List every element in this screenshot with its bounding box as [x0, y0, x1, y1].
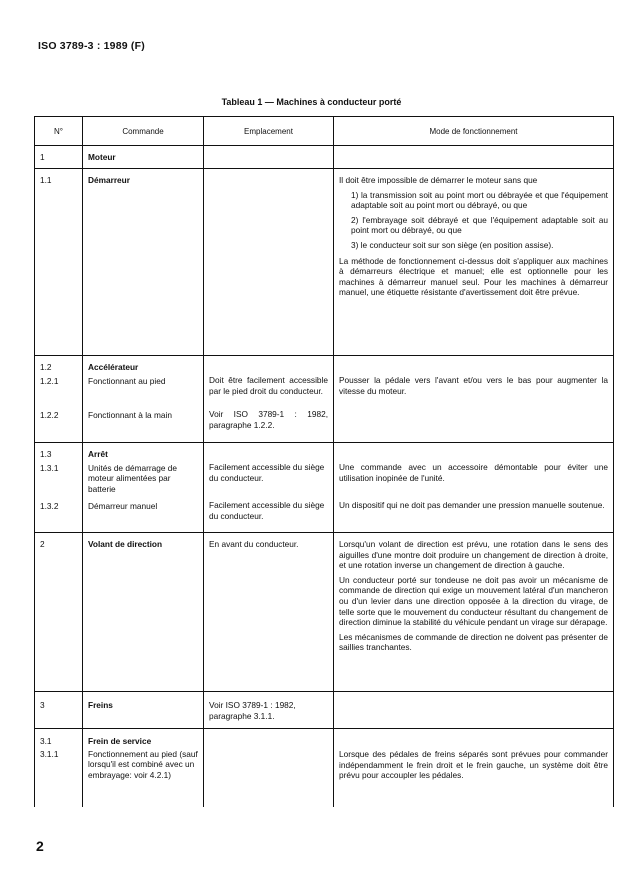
- row-mode: Lorsque des pédales de freins séparés sont prévues pour commander indépendamment le frein droit et le frein gauche, un système doit être prévu pour accoupler les pédales.: [339, 749, 608, 781]
- row-number: 1: [40, 152, 45, 162]
- row-number-column: [35, 729, 82, 807]
- row-emplacement-column: [203, 356, 333, 442]
- row-emplacement: Doit être facilement accessible par le pied droit du conducteur.: [209, 375, 328, 396]
- row-commande: Démarreur: [82, 169, 203, 355]
- row-number: 1.3.2: [40, 501, 59, 512]
- mode-text: 1) la transmission soit au point mort ou débrayée et que l'équipement adaptable soit au point mort ou débrayé, ou que: [351, 189, 608, 211]
- row-number: 1.2.2: [40, 410, 59, 421]
- table-row: [35, 729, 613, 807]
- table-header-row: [35, 117, 613, 146]
- document-header: ISO 3789-3 : 1989 (F): [38, 40, 145, 52]
- row-emplacement: Voir ISO 3789-1 : 1982, paragraphe 1.2.2.: [209, 409, 328, 430]
- mode-text: Les mécanismes de commande de direction ne doivent pas présenter de saillies tranchantes.: [339, 631, 608, 653]
- row-commande-column: [82, 729, 203, 807]
- mode-text: Lorsqu'un volant de direction est prévu, une rotation dans le sens des aiguilles d'une montre doit produire un changement de direction à droite, et une rotation inverse un changement de direction à gauche.: [339, 539, 608, 571]
- mode-text: 2) l'embrayage soit débrayé et que l'équipement adaptable soit au point mort ou débrayé, ou que: [351, 214, 608, 236]
- mode-text: Un conducteur porté sur tondeuse ne doit pas avoir un mécanisme de commande de direction qui exige un mouvement latéral d'un mancheron ou d'un levier dans une direction opposée à la direction du virage, de telle sorte que le mouvement du conducteur résultant du changement de direction diminue la stabilité du véhicule pendant un virage sur dérapage.: [339, 574, 608, 628]
- row-commande: Volant de direction: [82, 533, 203, 691]
- row-commande: Freins: [82, 692, 203, 728]
- row-emplacement: Facilement accessible du siège du conducteur.: [209, 500, 325, 521]
- page-number: 2: [36, 838, 44, 854]
- row-number-column: [35, 356, 82, 442]
- header-number: N°: [54, 127, 63, 136]
- table-row: [35, 146, 613, 169]
- row-commande: Arrêt: [88, 449, 108, 459]
- table-row: [35, 692, 613, 729]
- row-mode-column: [333, 356, 613, 442]
- row-mode-column: [333, 729, 613, 807]
- row-number: 1.3.1: [40, 462, 59, 473]
- mode-text: 3) le conducteur soit sur son siège (en position assise).: [351, 239, 554, 250]
- row-mode: Un dispositif qui ne doit pas demander une pression manuelle soutenue.: [339, 500, 605, 510]
- row-number: 3.1: [40, 736, 52, 746]
- row-commande: Fonctionnant à la main: [88, 410, 172, 421]
- row-emplacement-column: [203, 443, 333, 532]
- row-emplacement: Facilement accessible du siège du conducteur.: [209, 462, 325, 483]
- header-mode: Mode de fonctionnement: [333, 117, 613, 145]
- row-number: 3.1.1: [40, 748, 59, 759]
- header-commande: Commande: [82, 117, 203, 145]
- row-emplacement: [203, 729, 333, 807]
- row-commande-column: [82, 356, 203, 442]
- table-row: [35, 356, 613, 443]
- row-mode: Une commande avec un accessoire démontable pour éviter une utilisation inopinée de l'unité.: [339, 462, 608, 483]
- row-number: 1.2: [40, 362, 52, 372]
- row-number-column: [35, 443, 82, 532]
- row-emplacement: [203, 169, 333, 355]
- row-number: 3: [40, 700, 45, 710]
- row-commande: Frein de service: [88, 736, 152, 746]
- row-number: 1.2.1: [40, 375, 59, 386]
- table-row: [35, 533, 613, 692]
- row-commande-column: [82, 443, 203, 532]
- header-emplacement: Emplacement: [203, 117, 333, 145]
- row-mode-column: [333, 533, 613, 691]
- row-emplacement: Voir ISO 3789-1 : 1982, paragraphe 3.1.1.: [203, 692, 333, 728]
- controls-table: [34, 116, 614, 807]
- row-commande: Fonctionnant au pied: [88, 375, 166, 386]
- table-row: [35, 443, 613, 533]
- row-number: 2: [40, 539, 45, 549]
- row-mode: [333, 146, 613, 168]
- row-number: 1.3: [40, 449, 52, 459]
- row-commande: Démarreur manuel: [88, 500, 158, 511]
- row-emplacement: En avant du conducteur.: [203, 533, 333, 691]
- mode-text: La méthode de fonctionnement ci-dessus doit s'appliquer aux machines à démarreurs électrique et manuel; elle est optionnelle pour les machines à démarreur manuel seul. Pour les machines à démarreur manuel, une étiquette résistante d'avertissement doit être prévue.: [339, 255, 608, 298]
- row-mode: Pousser la pédale vers l'avant et/ou vers le bas pour augmenter la vitesse du moteur.: [339, 375, 608, 396]
- row-mode: [333, 692, 613, 728]
- row-commande: Fonctionnement au pied (sauf lorsqu'il est combiné avec un embrayage: voir 4.2.1): [88, 748, 198, 780]
- row-commande: Moteur: [82, 146, 203, 168]
- table-row: [35, 169, 613, 356]
- row-number: 1.1: [40, 175, 52, 185]
- table-caption: Tableau 1 — Machines à conducteur porté: [221, 97, 402, 107]
- row-commande: Accélérateur: [88, 362, 139, 372]
- row-commande: Unités de démarrage de moteur alimentées par batterie: [88, 462, 178, 494]
- row-mode-column: [333, 443, 613, 532]
- mode-text: Il doit être impossible de démarrer le moteur sans que: [339, 175, 538, 185]
- row-emplacement: [203, 146, 333, 168]
- row-mode: [333, 169, 613, 355]
